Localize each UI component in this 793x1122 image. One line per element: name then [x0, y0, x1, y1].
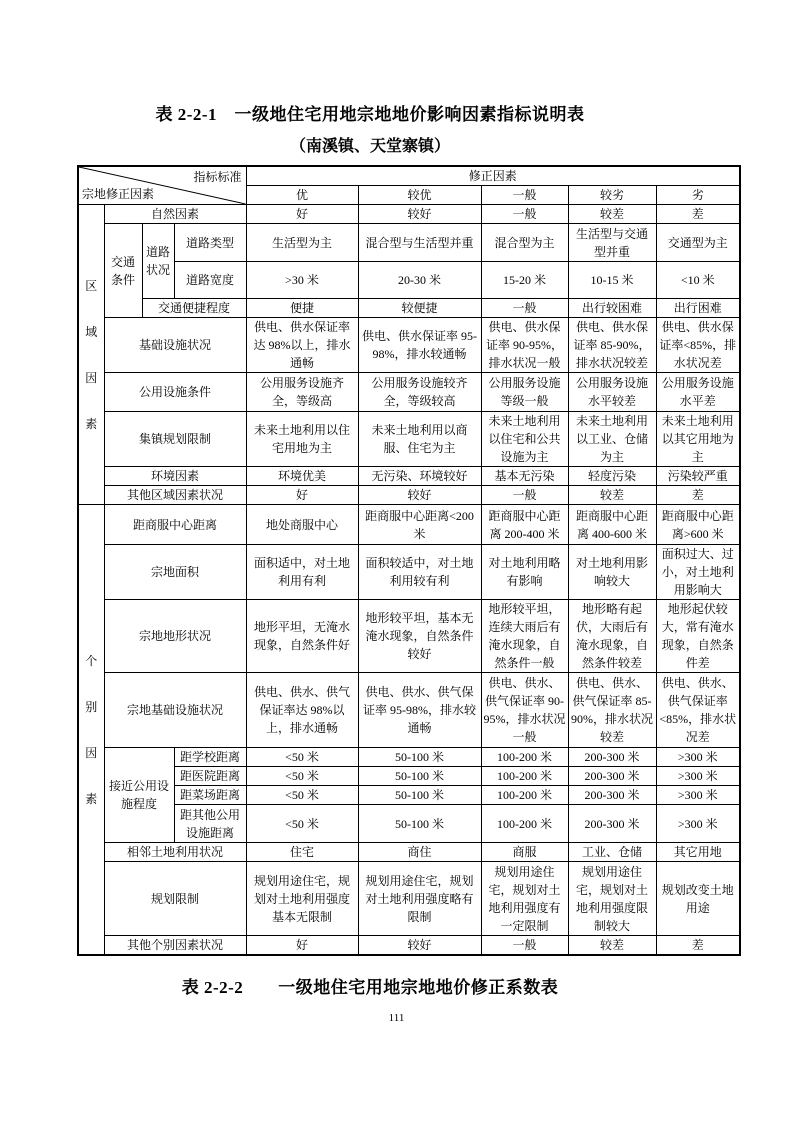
table-2-2-2-title: 表 2-2-2 一级地住宅用地宗地地价修正系数表 — [181, 978, 559, 997]
grade-header: 较优 — [358, 186, 481, 205]
value-cell: 基本无污染 — [481, 467, 568, 486]
row-label: 其他区域因素状况 — [104, 486, 246, 505]
row-other-public-distance — [78, 805, 740, 843]
value-cell: >300 米 — [656, 748, 740, 767]
value-cell: 环境优美 — [246, 467, 358, 486]
value-cell: 供电、供水保证率 95-98%，排水较通畅 — [358, 318, 481, 373]
value-cell: 未来土地利用以商服、住宅为主 — [358, 412, 481, 467]
value-cell: 供电、供水保证率达 98%以上，排水通畅 — [246, 318, 358, 373]
row-label: 环境因素 — [104, 467, 246, 486]
row-terrain — [78, 600, 740, 673]
row-label: 公用设施条件 — [104, 373, 246, 412]
value-cell: 商住 — [358, 843, 481, 862]
value-cell: 商服 — [481, 843, 568, 862]
value-cell: 未来土地利用以住宅用地为主 — [246, 412, 358, 467]
value-cell: 50-100 米 — [358, 786, 481, 805]
value-cell: 距商服中心距离 400-600 米 — [568, 505, 656, 545]
value-cell: 规划用途住宅，规划对土地利用强度有一定限制 — [481, 862, 568, 936]
row-label: 集镇规划限制 — [104, 412, 246, 467]
value-cell: 公用服务设施水平较差 — [568, 373, 656, 412]
row-label: 距学校距离 — [174, 748, 246, 767]
row-label: 规划限制 — [104, 862, 246, 936]
value-cell: 一般 — [481, 486, 568, 505]
value-cell: 一般 — [481, 299, 568, 318]
row-label: 基础设施状况 — [104, 318, 246, 373]
header-row-1 — [78, 166, 740, 186]
value-cell: 20-30 米 — [358, 262, 481, 299]
row-parcel-infrastructure — [78, 673, 740, 748]
value-cell: 公用服务设施水平差 — [656, 373, 740, 412]
row-market-distance — [78, 786, 740, 805]
value-cell: <50 米 — [246, 748, 358, 767]
value-cell: 差 — [656, 936, 740, 956]
value-cell: 100-200 米 — [481, 767, 568, 786]
table-2-2-1-subtitle: （南溪镇、天堂寨镇） — [289, 138, 450, 155]
value-cell: 地形较平坦，基本无淹水现象，自然条件较好 — [358, 600, 481, 673]
row-label: 其他个别因素状况 — [104, 936, 246, 956]
value-cell: <50 米 — [246, 767, 358, 786]
value-cell: 50-100 米 — [358, 805, 481, 843]
value-cell: 规划用途住宅，规划对土地利用强度基本无限制 — [246, 862, 358, 936]
grade-header: 优 — [246, 186, 358, 205]
row-public-facilities — [78, 373, 740, 412]
row-planning-limit — [78, 862, 740, 936]
value-cell: 200-300 米 — [568, 786, 656, 805]
value-cell: 混合型为主 — [481, 224, 568, 262]
row-town-planning — [78, 412, 740, 467]
row-label: 宗地面积 — [104, 545, 246, 600]
value-cell: 住宅 — [246, 843, 358, 862]
row-school-distance — [78, 748, 740, 767]
value-cell: 交通型为主 — [656, 224, 740, 262]
value-cell: 污染较严重 — [656, 467, 740, 486]
value-cell: 一般 — [481, 936, 568, 956]
row-label: 道路类型 — [174, 224, 246, 262]
value-cell: 距商服中心距离 200-400 米 — [481, 505, 568, 545]
value-cell: 对土地利用影响较大 — [568, 545, 656, 600]
value-cell: 15-20 米 — [481, 262, 568, 299]
value-cell: 供电、供水保证率 90-95%，排水状况一般 — [481, 318, 568, 373]
value-cell: 供电、供水、供气保证率 95-98%，排水较通畅 — [358, 673, 481, 748]
value-cell: 地形略有起伏，大雨后有淹水现象，自然条件较差 — [568, 600, 656, 673]
value-cell: 供电、供水保证率 85-90%，排水状况较差 — [568, 318, 656, 373]
value-cell: 生活型与交通型并重 — [568, 224, 656, 262]
row-label: 距医院距离 — [174, 767, 246, 786]
value-cell: >300 米 — [656, 767, 740, 786]
grade-header: 一般 — [481, 186, 568, 205]
value-cell: 规划用途住宅，规划对土地利用强度略有限制 — [358, 862, 481, 936]
value-cell: 便捷 — [246, 299, 358, 318]
row-road-width — [78, 262, 740, 299]
value-cell: 好 — [246, 205, 358, 224]
value-cell: 地形较平坦，连续大雨后有淹水现象，自然条件一般 — [481, 600, 568, 673]
row-label: 宗地基础设施状况 — [104, 673, 246, 748]
row-traffic-convenience — [78, 299, 740, 318]
grade-header: 劣 — [656, 186, 740, 205]
value-cell: 公用服务设施较齐全，等级较高 — [358, 373, 481, 412]
value-cell: 好 — [246, 486, 358, 505]
value-cell: <50 米 — [246, 786, 358, 805]
value-cell: 公用服务设施等级一般 — [481, 373, 568, 412]
value-cell: 较便捷 — [358, 299, 481, 318]
group-label-traffic: 交通条件 — [104, 224, 142, 318]
value-cell: 较差 — [568, 486, 656, 505]
group-label-proximity: 接近公用设施程度 — [104, 748, 174, 843]
value-cell: 规划改变土地用途 — [656, 862, 740, 936]
group-label-road-status: 道路状况 — [142, 224, 174, 299]
section-label-individual: 个别因素 — [78, 505, 104, 956]
value-cell: 较差 — [568, 936, 656, 956]
table-2-2-1-title: 表 2-2-1 一级地住宅用地宗地地价影响因素指标说明表 — [155, 105, 585, 124]
value-cell: 未来土地利用以住宅和公共设施为主 — [481, 412, 568, 467]
value-cell: 好 — [246, 936, 358, 956]
row-label: 距商服中心距离 — [104, 505, 246, 545]
value-cell: 供电、供水、供气保证率 90-95%，排水状况一般 — [481, 673, 568, 748]
value-cell: 较好 — [358, 486, 481, 505]
value-cell: 面积适中，对土地利用有利 — [246, 545, 358, 600]
corner-label-parcel-factor: 宗地修正因素 — [82, 187, 155, 201]
row-adjacent-use — [78, 843, 740, 862]
row-other-region — [78, 486, 740, 505]
value-cell: 50-100 米 — [358, 767, 481, 786]
value-cell: 100-200 米 — [481, 805, 568, 843]
row-label: 相邻土地利用状况 — [104, 843, 246, 862]
value-cell: 较好 — [358, 936, 481, 956]
header-modify-factor: 修正因素 — [246, 166, 740, 186]
row-environment — [78, 467, 740, 486]
value-cell: <50 米 — [246, 805, 358, 843]
page-number: 111 — [388, 1012, 405, 1024]
corner-label-indicator-standard: 指标标准 — [193, 170, 242, 184]
grade-header: 较劣 — [568, 186, 656, 205]
value-cell: 供电、供水、供气保证率<85%，排水状况差 — [656, 673, 740, 748]
value-cell: 200-300 米 — [568, 805, 656, 843]
value-cell: 对土地利用略有影响 — [481, 545, 568, 600]
value-cell: 200-300 米 — [568, 767, 656, 786]
row-road-type — [78, 224, 740, 262]
value-cell: 100-200 米 — [481, 786, 568, 805]
value-cell: 差 — [656, 486, 740, 505]
row-label: 交通便捷程度 — [142, 299, 246, 318]
corner-cell — [78, 166, 246, 205]
value-cell: 出行较困难 — [568, 299, 656, 318]
value-cell: 较好 — [358, 205, 481, 224]
value-cell: 面积过大、过小，对土地利用影响大 — [656, 545, 740, 600]
value-cell: >300 米 — [656, 786, 740, 805]
value-cell: 生活型为主 — [246, 224, 358, 262]
value-cell: 无污染、环境较好 — [358, 467, 481, 486]
value-cell: 混合型与生活型并重 — [358, 224, 481, 262]
row-other-individual — [78, 936, 740, 956]
row-distance-center — [78, 505, 740, 545]
value-cell: 其它用地 — [656, 843, 740, 862]
value-cell: 距商服中心距离<200 米 — [358, 505, 481, 545]
row-natural-factor — [78, 205, 740, 224]
value-cell: 供电、供水、供气保证率达 98%以上，排水通畅 — [246, 673, 358, 748]
value-cell: 出行困难 — [656, 299, 740, 318]
row-label: 距菜场距离 — [174, 786, 246, 805]
value-cell: 10-15 米 — [568, 262, 656, 299]
value-cell: >300 米 — [656, 805, 740, 843]
value-cell: 50-100 米 — [358, 748, 481, 767]
row-label: 距其他公用设施距离 — [174, 805, 246, 843]
value-cell: 规划用途住宅，规划对土地利用强度限制较大 — [568, 862, 656, 936]
value-cell: <10 米 — [656, 262, 740, 299]
value-cell: 未来土地利用以其它用地为主 — [656, 412, 740, 467]
value-cell: 未来土地利用以工业、仓储为主 — [568, 412, 656, 467]
factor-indicator-table — [77, 165, 741, 956]
row-label: 自然因素 — [104, 205, 246, 224]
value-cell: 面积较适中，对土地利用较有利 — [358, 545, 481, 600]
value-cell: 一般 — [481, 205, 568, 224]
row-label: 宗地地形状况 — [104, 600, 246, 673]
value-cell: 轻度污染 — [568, 467, 656, 486]
value-cell: 地处商服中心 — [246, 505, 358, 545]
row-infrastructure — [78, 318, 740, 373]
section-label-region: 区域因素 — [78, 205, 104, 505]
value-cell: 差 — [656, 205, 740, 224]
value-cell: 工业、仓储 — [568, 843, 656, 862]
value-cell: 较差 — [568, 205, 656, 224]
value-cell: 200-300 米 — [568, 748, 656, 767]
value-cell: 公用服务设施齐全，等级高 — [246, 373, 358, 412]
value-cell: 供电、供水、供气保证率 85-90%，排水状况较差 — [568, 673, 656, 748]
value-cell: 100-200 米 — [481, 748, 568, 767]
value-cell: 地形起伏较大，常有淹水现象，自然条件差 — [656, 600, 740, 673]
value-cell: 距商服中心距离>600 米 — [656, 505, 740, 545]
row-parcel-area — [78, 545, 740, 600]
row-label: 道路宽度 — [174, 262, 246, 299]
row-hospital-distance — [78, 767, 740, 786]
value-cell: >30 米 — [246, 262, 358, 299]
value-cell: 地形平坦，无淹水现象，自然条件好 — [246, 600, 358, 673]
value-cell: 供电、供水保证率<85%，排水状况差 — [656, 318, 740, 373]
